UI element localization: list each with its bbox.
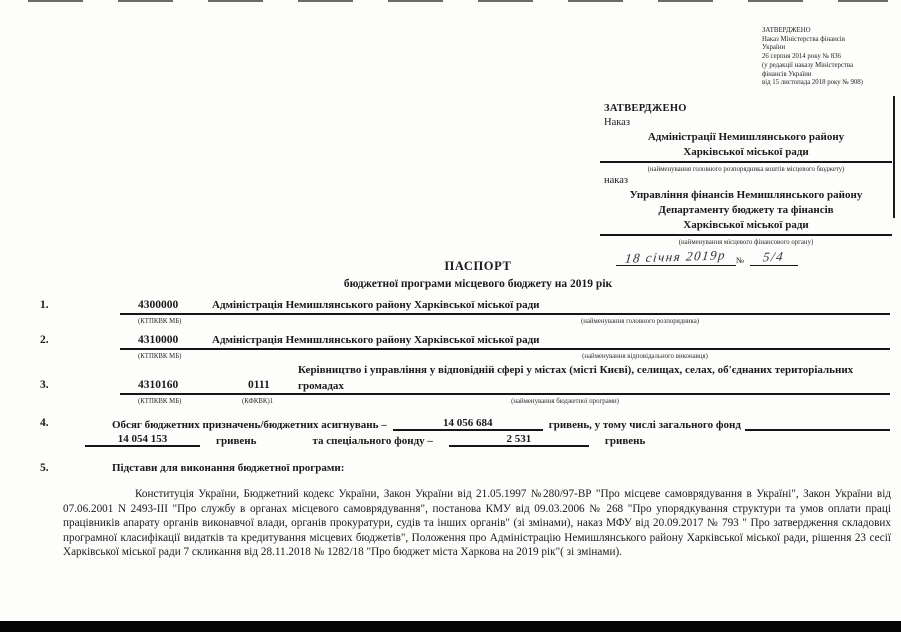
- item-1-code: 4300000: [138, 299, 179, 311]
- item-2-name: Адміністрація Немишлянського району Харківської міської ради: [212, 334, 540, 346]
- special-fund-label: та спеціального фонду –: [312, 435, 433, 447]
- item-1-number: 1.: [40, 299, 49, 311]
- page-title-line1: ПАСПОРТ: [444, 259, 512, 273]
- chief-administrator-caption: (найменування головного розпорядника коштів місцевого бюджету): [647, 166, 845, 173]
- page-title: [55, 259, 901, 290]
- scan-artifact-bottom: [0, 621, 901, 632]
- item-3-function-code-caption: (КФКВК)1: [242, 398, 274, 405]
- approval-block: [600, 102, 892, 271]
- item-3-function-code: 0111: [248, 379, 270, 391]
- order-word: Наказ: [604, 117, 630, 128]
- scan-artifact-right: [893, 96, 895, 218]
- item-3-code-caption: (КТПКВК МБ): [138, 398, 182, 405]
- item-5-number: 5.: [40, 462, 49, 474]
- stamp-line: ЗАТВЕРДЖЕНО: [762, 27, 811, 34]
- scan-artifact-top: [28, 0, 888, 2]
- handwritten-order-number: 5/4: [762, 248, 786, 265]
- stamp-line: фінансів України: [762, 70, 812, 78]
- stamp-line: від 15 листопада 2018 року № 908): [762, 79, 863, 87]
- item-2-code: 4310000: [138, 334, 179, 346]
- item-4-number: 4.: [40, 417, 49, 429]
- item-2-code-caption: (КТПКВК МБ): [138, 353, 182, 360]
- item-4-label: Обсяг бюджетних призначень/бюджетних асигнувань –: [112, 419, 387, 431]
- chief-administrator-name-line1: Адміністрації Немишлянського району: [647, 131, 845, 143]
- item-2-number: 2.: [40, 334, 49, 346]
- finance-authority-name-line1: Управління фінансів Немишлянського району: [629, 189, 863, 201]
- blank-underline: [745, 416, 890, 431]
- finance-authority-name-line3: Харківської міської ради: [600, 218, 892, 236]
- stamp-line: України: [762, 44, 786, 52]
- stamp-line: 26 серпня 2014 року № 836: [762, 53, 841, 61]
- total-amount-value: 14 056 684: [393, 417, 543, 431]
- general-fund-amount-value: 14 054 153: [85, 433, 200, 447]
- item-2-name-caption: (найменування відповідального виконавця): [582, 353, 708, 360]
- hryven-label-1: гривень: [216, 435, 257, 447]
- hryven-label-2: гривень: [604, 435, 646, 447]
- item-1-name: Адміністрація Немишлянського району Харківської міської ради: [212, 299, 540, 311]
- special-fund-amount-value: 2 531: [449, 433, 589, 447]
- item-4-funds-line: [85, 433, 890, 447]
- number-sign: №: [736, 255, 745, 265]
- item-3-program-name: Керівництво і управління у відповідній сфері у містах (місті Києві), селищах, селах, об'єднаних територіальних громадах: [298, 364, 854, 392]
- ministry-approval-stamp: [762, 27, 901, 88]
- item-3-code: 4310160: [138, 379, 179, 391]
- item-2-row: [120, 334, 890, 350]
- page-title-line2: бюджетної програми місцевого бюджету на 2019 рік: [343, 278, 613, 290]
- item-4-total-suffix: гривень, у тому числі загального фонд: [548, 419, 741, 431]
- item-1-code-caption: (КТПКВК МБ): [138, 318, 182, 325]
- finance-authority-caption: (найменування місцевого фінансового органу): [678, 239, 814, 246]
- item-3-name-caption: (найменування бюджетної програми): [511, 398, 619, 405]
- item-1-name-caption: (найменування головного розпорядника): [580, 318, 700, 325]
- legal-basis-paragraph: Конституція України, Бюджетний кодекс України, Закон України від 21.05.1997 №280/97-ВР "Про місцеве самоврядування в Україні", Закон України від 07.06.2001 N 2493-III "Про службу в органах місцевого самоврядування", постанова КМУ від 09.03.2006 № 268 "Про упорядкування структури та умов оплати праці працівників апарату органів виконавчої влади, органів прокуратури, судів та інших органів" (зі змінами), наказ МФУ від 20.09.2017 № 793 " Про затвердження складових програмної класифікації видатків та кредитування місцевих бюджетів", Положення про Адміністрацію Немишлянського району Харківської міської ради, рішення 23 сесії Харківської міської ради 7 скликання від 28.11.2018 № 1282/18 "Про бюджет міста Харкова на 2019 рік"( зі змінами).: [63, 488, 891, 558]
- approved-label: ЗАТВЕРДЖЕНО: [604, 103, 687, 114]
- item-3-row: [120, 379, 890, 395]
- stamp-line: Наказ Міністерства фінансів: [762, 35, 845, 43]
- item-5-label: Підстави для виконання бюджетної програми:: [112, 462, 345, 474]
- order-word-2: наказ: [604, 175, 629, 186]
- item-1-row: [120, 299, 890, 315]
- finance-authority-name-line2: Департаменту бюджету та фінансів: [658, 204, 834, 216]
- item-4-total-line: [112, 416, 890, 431]
- item-3-number: 3.: [40, 379, 49, 391]
- handwritten-date: 18 січня 2019р: [624, 247, 728, 266]
- stamp-line: (у редакції наказу Міністерства: [762, 61, 854, 69]
- chief-administrator-name-line2: Харківської міської ради: [600, 145, 892, 163]
